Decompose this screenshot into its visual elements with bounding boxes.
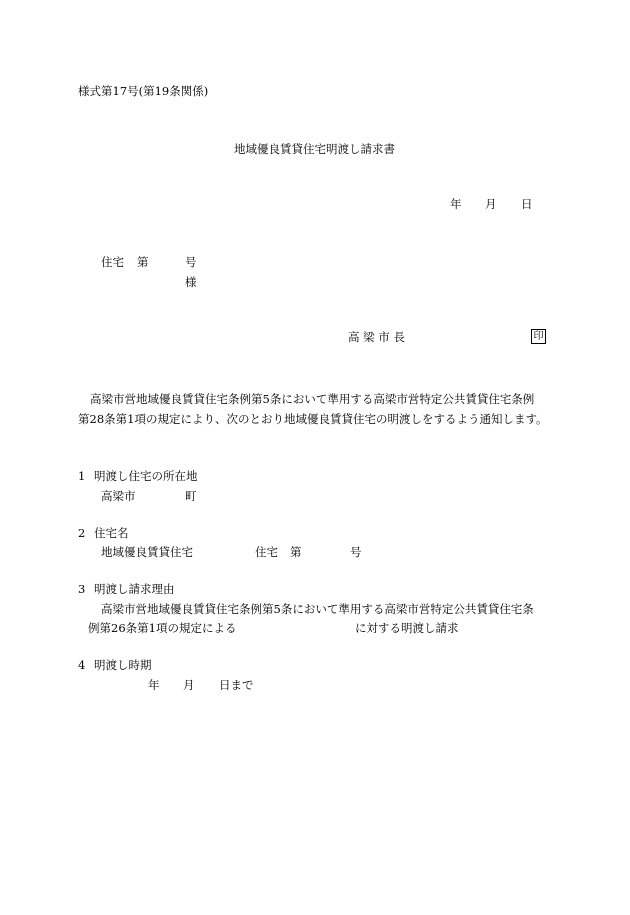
item-1-heading: 明渡し住宅の所在地 [94,469,198,483]
document-title: 地域優良賃貸住宅明渡し請求書 [234,142,395,156]
date-year-label: 年 [450,197,462,211]
item-4-year-label: 年 [148,678,160,692]
item-3-line-2b: に対する明渡し請求 [355,621,459,635]
seal-mark: 印 [531,329,546,344]
addressee-house-label: 住宅 [101,255,124,269]
issuer-title: 高 梁 市 長 [348,330,405,344]
item-4-month-label: 月 [183,678,195,692]
item-4-day-until-label: 日まで [219,678,254,692]
item-4-heading: 明渡し時期 [94,658,152,672]
addressee-dai-label: 第 [137,255,149,269]
form-number: 様式第17号(第19条関係) [78,84,209,98]
addressee-go-label: 号 [185,255,197,269]
item-2-heading: 住宅名 [94,526,129,540]
item-2-name: 地域優良賃貸住宅 [101,545,193,559]
addressee-sama-label: 様 [185,275,197,289]
item-3-line-2a: 例第26条第1項の規定による [88,621,237,635]
date-month-label: 月 [485,197,497,211]
date-day-label: 日 [521,197,533,211]
item-3-line-1: 高梁市営地域優良賃貸住宅条例第5条において準用する高梁市営特定公共賃貸住宅条 [101,602,534,616]
item-1-city: 高梁市 [101,489,136,503]
item-2-number: 2 [78,526,86,540]
item-1-town: 町 [185,489,197,503]
body-line-1: 高梁市営地域優良賃貸住宅条例第5条において準用する高梁市営特定公共賃貸住宅条例 [90,392,535,406]
body-line-2: 第28条第1項の規定により、次のとおり地域優良賃貸住宅の明渡しをするよう通知します。 [78,412,548,426]
item-3-number: 3 [78,582,86,596]
item-2-house-label: 住宅 [255,545,278,559]
item-2-dai-label: 第 [290,545,302,559]
item-3-heading: 明渡し請求理由 [94,582,175,596]
item-4-number: 4 [78,658,86,672]
item-2-go-label: 号 [350,545,362,559]
item-1-number: 1 [78,469,86,483]
